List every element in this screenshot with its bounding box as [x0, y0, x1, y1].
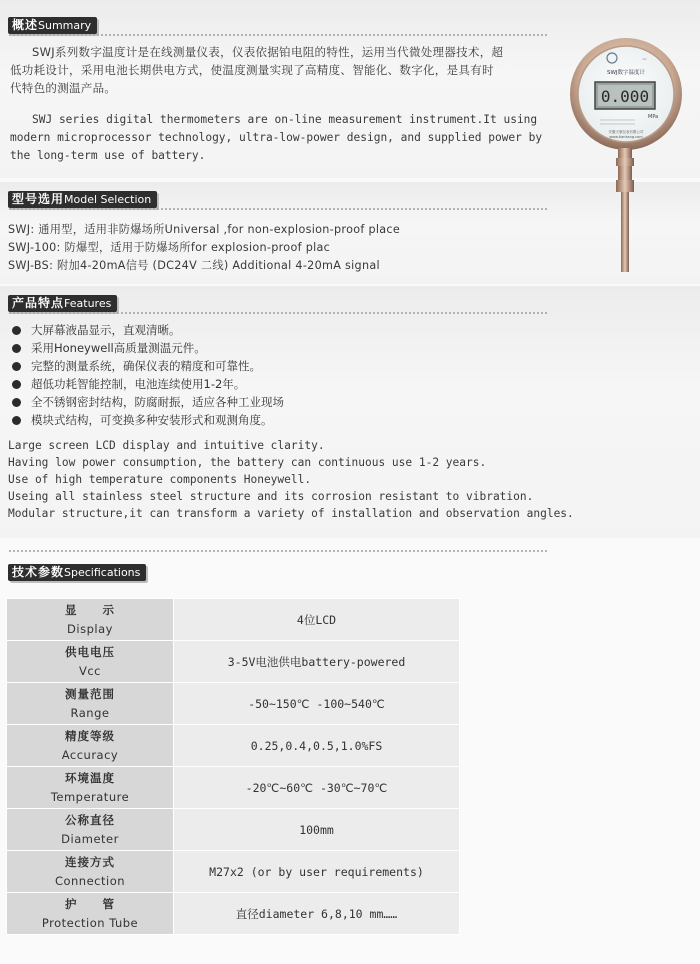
spec-label-cn: 护 管: [65, 896, 115, 911]
spec-value: -50~150℃ -100~540℃: [174, 683, 460, 725]
model-line: SWJ-100: 防爆型，适用于防爆场所for explosion-proof plac: [8, 241, 331, 254]
summary-cn-line: SWJ系列数字温度计是在线测量仪表，仪表依据铂电阻的特性，运用当代微处理器技术，超: [32, 45, 504, 59]
spec-table: [6, 598, 460, 935]
feature-item: [12, 411, 284, 429]
features-en-line: Useing all stainless steel structure and its corrosion resistant to vibration.: [8, 490, 534, 503]
features-en-line: Use of high temperature components Honeywell.: [8, 473, 312, 486]
summary-en-line: the long-term use of battery.: [10, 149, 206, 162]
feature-item: [12, 393, 284, 411]
spec-label: [7, 683, 174, 725]
spec-value: 0.25,0.4,0.5,1.0%FS: [174, 725, 460, 767]
features-en-line: Large screen LCD display and intuitive clarity.: [8, 439, 325, 452]
summary-divider: [8, 34, 548, 36]
summary-cn-text: [10, 43, 540, 97]
spec-label: [7, 725, 174, 767]
lcd-readout: 0.000: [600, 87, 650, 106]
spec-label-en: Connection: [54, 873, 126, 888]
spec-label: [7, 767, 174, 809]
spec-label-en: Temperature: [50, 789, 130, 804]
spec-label: [7, 893, 174, 935]
bullet-icon: [12, 380, 21, 389]
model-title-cn: 型号选用: [12, 192, 65, 206]
spec-label-cn: 显 示: [65, 602, 115, 617]
features-title-en: Features: [64, 297, 112, 310]
spec-label-cn: 测量范围: [65, 686, 115, 701]
feature-text: 完整的测量系统，确保仪表的精度和可靠性。: [31, 359, 261, 373]
spec-label: [7, 809, 174, 851]
model-line: SWJ: 通用型，适用非防爆场所Universal ,for non-explosion-proof place: [8, 223, 401, 236]
summary-title-en: Summary: [38, 19, 92, 32]
spec-label-cn: 连接方式: [65, 854, 115, 869]
features-list: [12, 321, 284, 429]
feature-item: [12, 375, 284, 393]
feature-text: 超低功耗智能控制，电池连续使用1-2年。: [31, 377, 246, 391]
features-en-line: Modular structure,it can transform a variety of installation and observation angles.: [8, 507, 574, 520]
summary-cn-line: 代特色的测温产品。: [10, 81, 117, 95]
spec-label-cn: 公称直径: [65, 812, 115, 827]
feature-text: 大屏幕液晶显示，直观清晰。: [31, 323, 181, 337]
website-label: www.tiankang.com: [609, 135, 643, 139]
summary-en-line: SWJ series digital thermometers are on-line measurement instrument.It using: [32, 113, 538, 126]
thermometer-illustration: [560, 36, 690, 276]
feature-item: [12, 339, 284, 357]
features-divider: [8, 312, 548, 314]
feature-item: [12, 357, 284, 375]
feature-item: [12, 321, 284, 339]
maker-label: 安徽天康仪表有限公司: [608, 130, 644, 134]
spec-header: [8, 564, 146, 581]
spec-label-en: Protection Tube: [41, 915, 139, 930]
spec-value: 直径diameter 6,8,10 mm……: [174, 893, 460, 935]
spec-value: -20℃~60℃ -30℃~70℃: [174, 767, 460, 809]
spec-label-en: Vcc: [78, 663, 101, 678]
spec-row: [7, 641, 460, 683]
spec-row: [7, 725, 460, 767]
model-lines: [8, 221, 400, 275]
model-title-en: Model Selection: [64, 193, 152, 206]
summary-en-line: modern microprocessor technology, ultra-low-power design, and supplied power by: [10, 131, 543, 144]
feature-text: 模块式结构，可变换多种安装形式和观测角度。: [31, 413, 273, 427]
spec-value: M27x2 (or by user requirements): [174, 851, 460, 893]
bullet-icon: [12, 344, 21, 353]
spec-label-en: Display: [67, 621, 113, 636]
features-en-text: [8, 437, 574, 522]
spec-row: [7, 809, 460, 851]
spec-value: 100mm: [174, 809, 460, 851]
spec-label-cn: 供电电压: [65, 644, 115, 659]
features-title-cn: 产品特点: [12, 296, 65, 310]
spec-row: [7, 683, 460, 725]
thermometer-image: [560, 36, 690, 276]
spec-label-en: Range: [70, 705, 110, 720]
summary-cn-line: 低功耗设计，采用电池长期供电方式，使温度测量实现了高精度、智能化、数字化，是具有时: [10, 63, 494, 77]
features-en-line: Having low power consumption, the battery can continuous use 1-2 years.: [8, 456, 487, 469]
model-divider: [8, 208, 548, 210]
spec-row: [7, 599, 460, 641]
spec-value: 3-5V电池供电battery-powered: [174, 641, 460, 683]
spec-label: [7, 599, 174, 641]
feature-text: 采用Honeywell高质量测温元件。: [31, 341, 206, 355]
spec-title-cn: 技术参数: [12, 565, 65, 579]
spec-label-en: Diameter: [61, 831, 119, 846]
features-header: [8, 295, 117, 312]
spec-row: [7, 767, 460, 809]
spec-top-divider: [8, 550, 548, 552]
bullet-icon: [12, 326, 21, 335]
spec-value: 4位LCD: [174, 599, 460, 641]
spec-row: [7, 893, 460, 935]
model-label: SWJ数字温度计: [606, 70, 646, 76]
svg-text:~: ~: [642, 56, 648, 63]
spec-title-en: Specifications: [64, 566, 141, 579]
spec-label-cn: 精度等级: [65, 728, 115, 743]
bullet-icon: [12, 362, 21, 371]
summary-header: [8, 17, 97, 34]
summary-en-text: [10, 111, 542, 165]
spec-row: [7, 851, 460, 893]
model-header: [8, 191, 157, 208]
spec-label: [7, 641, 174, 683]
bullet-icon: [12, 398, 21, 407]
spec-label-cn: 环境温度: [65, 770, 115, 785]
spec-label: [7, 851, 174, 893]
bullet-icon: [12, 416, 21, 425]
unit-label: MPa: [648, 114, 659, 120]
model-line: SWJ-BS: 附加4-20mA信号 (DC24V 二线) Additional 4-20mA signal: [8, 259, 380, 272]
feature-text: 全不锈钢密封结构，防腐耐振，适应各种工业现场: [31, 395, 284, 409]
spec-label-en: Accuracy: [61, 747, 119, 762]
summary-title-cn: 概述: [12, 18, 39, 32]
